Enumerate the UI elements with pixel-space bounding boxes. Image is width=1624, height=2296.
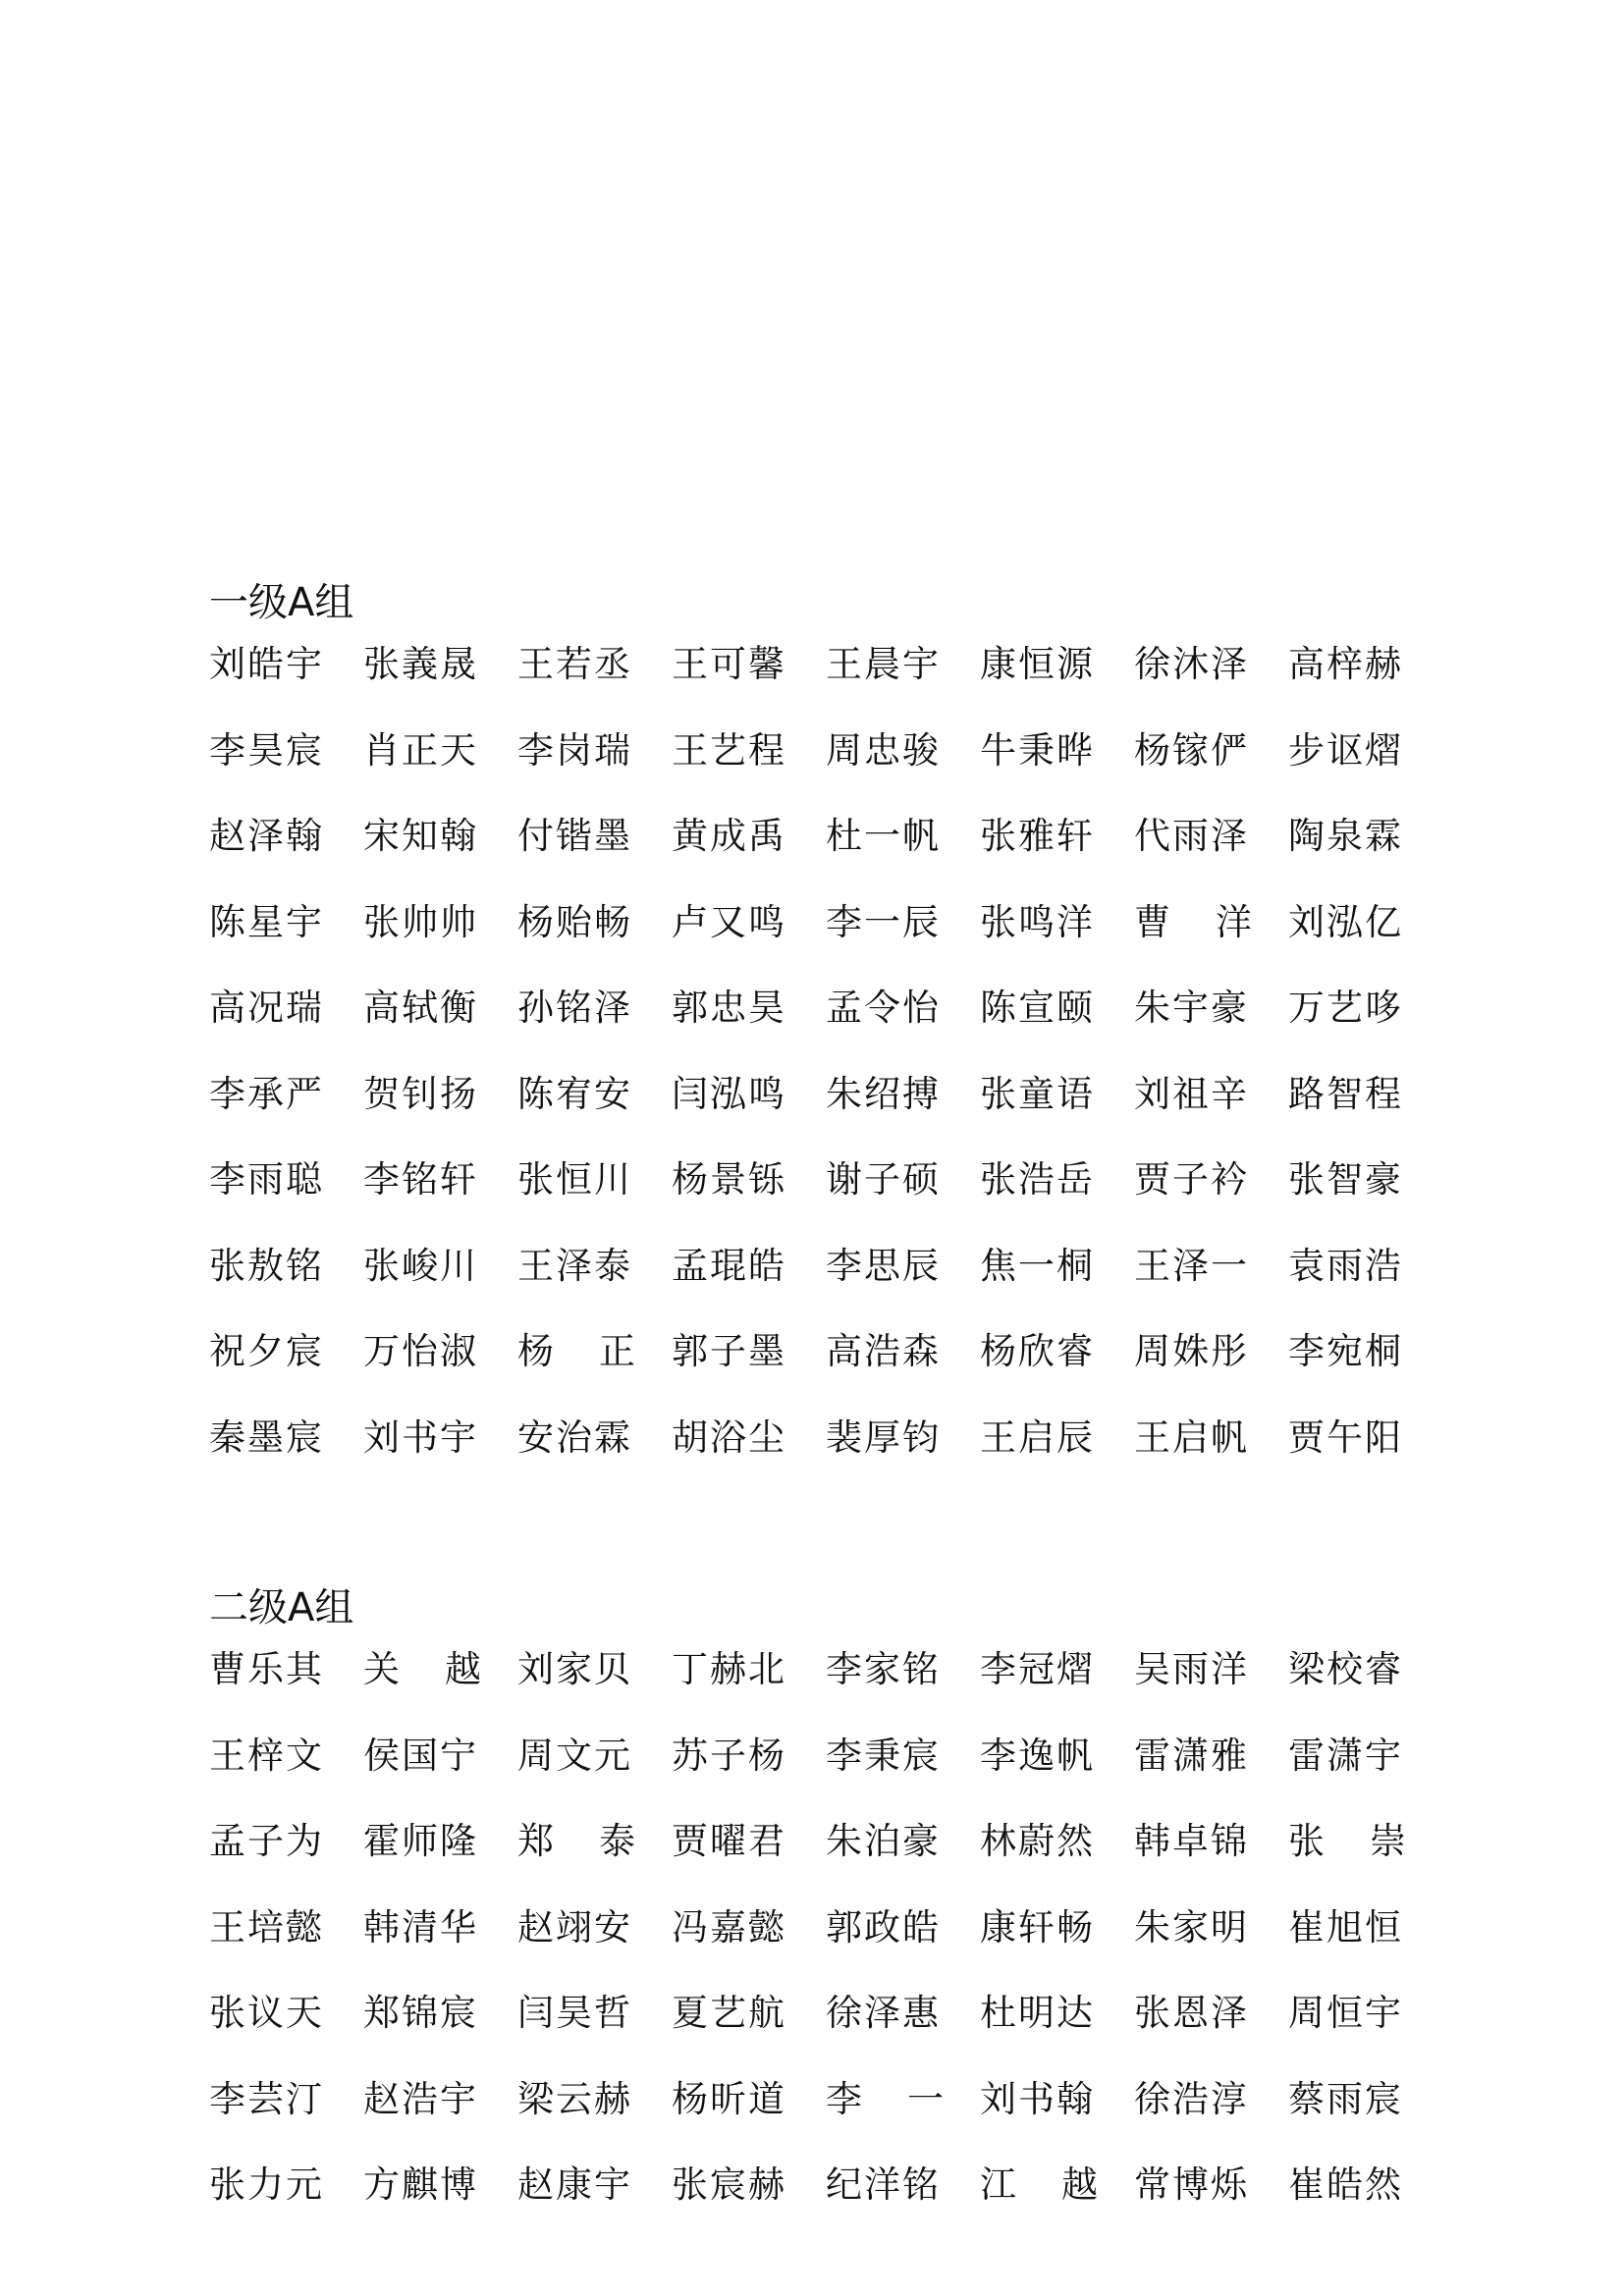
name-entry: 关 越 xyxy=(363,1648,481,1690)
name-entry: 梁云赫 xyxy=(517,2077,632,2120)
name-entry: 闫昊哲 xyxy=(517,1992,632,2034)
name-entry: 王艺程 xyxy=(672,728,786,772)
name-entry: 韩清华 xyxy=(363,1905,478,1949)
name-entry: 徐泽惠 xyxy=(826,1992,941,2034)
name-entry: 雷潇雅 xyxy=(1134,1734,1249,1777)
name-entry: 李一辰 xyxy=(826,900,941,943)
name-entry: 曹乐其 xyxy=(209,1648,324,1690)
name-entry: 王泽泰 xyxy=(517,1244,632,1287)
name-entry: 高轼衡 xyxy=(363,987,478,1029)
name-entry: 李逸帆 xyxy=(980,1734,1095,1777)
name-entry: 赵浩宇 xyxy=(363,2077,478,2120)
name-entry: 宋知翰 xyxy=(363,815,478,857)
group-section-1 xyxy=(209,577,1427,1499)
name-entry: 霍师隆 xyxy=(363,1820,478,1862)
name-entry: 江 越 xyxy=(980,2163,1098,2206)
name-entry: 侯国宁 xyxy=(363,1734,478,1777)
name-entry: 贾子衿 xyxy=(1134,1158,1249,1201)
name-entry: 李芸汀 xyxy=(209,2077,324,2120)
name-entry: 王培懿 xyxy=(209,1905,324,1949)
name-entry: 陈宥安 xyxy=(517,1072,632,1115)
name-entry: 卢又鸣 xyxy=(672,900,786,943)
name-entry: 张恒川 xyxy=(517,1158,632,1201)
name-entry: 代雨泽 xyxy=(1134,815,1249,857)
name-entry: 刘皓宇 xyxy=(209,643,324,685)
name-entry: 李昊宸 xyxy=(209,728,324,772)
name-entry: 夏艺航 xyxy=(672,1992,786,2034)
name-entry: 冯嘉懿 xyxy=(672,1905,786,1949)
name-entry: 李岗瑞 xyxy=(517,728,632,772)
name-entry: 王泽一 xyxy=(1134,1244,1249,1287)
name-entry: 康恒源 xyxy=(980,643,1095,685)
name-entry: 周姝彤 xyxy=(1134,1330,1249,1372)
name-entry: 陈星宇 xyxy=(209,900,324,943)
name-entry: 张峻川 xyxy=(363,1244,478,1287)
name-grid xyxy=(209,640,1427,1499)
name-entry: 陶泉霖 xyxy=(1288,815,1403,857)
name-entry: 徐沐泽 xyxy=(1134,643,1249,685)
name-entry: 李 一 xyxy=(826,2077,944,2120)
name-entry: 曹 洋 xyxy=(1134,900,1252,943)
name-entry: 闫泓鸣 xyxy=(672,1072,786,1115)
name-entry: 李宛桐 xyxy=(1288,1330,1403,1372)
name-entry: 袁雨浩 xyxy=(1288,1244,1403,1287)
name-entry: 郭政皓 xyxy=(826,1905,941,1949)
name-entry: 高浩森 xyxy=(826,1330,941,1372)
name-entry: 李承严 xyxy=(209,1072,324,1115)
name-entry: 贺钊扬 xyxy=(363,1072,478,1115)
name-entry: 王启帆 xyxy=(1134,1415,1249,1459)
name-entry: 周忠骏 xyxy=(826,728,941,772)
name-entry: 张浩岳 xyxy=(980,1158,1095,1201)
name-entry: 郭子墨 xyxy=(672,1330,786,1372)
name-entry: 孙铭泽 xyxy=(517,987,632,1029)
name-entry: 赵泽翰 xyxy=(209,815,324,857)
name-entry: 贾曜君 xyxy=(672,1820,786,1862)
name-entry: 杨昕道 xyxy=(672,2077,786,2120)
name-entry: 李冠熠 xyxy=(980,1648,1095,1690)
name-entry: 吴雨洋 xyxy=(1134,1648,1249,1690)
name-entry: 刘祖辛 xyxy=(1134,1072,1249,1115)
name-entry: 孟子为 xyxy=(209,1820,324,1862)
name-entry: 张雅轩 xyxy=(980,815,1095,857)
name-entry: 李铭轩 xyxy=(363,1158,478,1201)
name-entry: 朱家明 xyxy=(1134,1905,1249,1949)
name-entry: 万艺哆 xyxy=(1288,987,1403,1029)
name-entry: 安治霖 xyxy=(517,1415,632,1459)
name-entry: 朱泊豪 xyxy=(826,1820,941,1862)
name-entry: 杨欣睿 xyxy=(980,1330,1095,1372)
name-entry: 陈宣颐 xyxy=(980,987,1095,1029)
name-entry: 崔旭恒 xyxy=(1288,1905,1403,1949)
name-entry: 李家铭 xyxy=(826,1648,941,1690)
name-entry: 张宸赫 xyxy=(672,2163,786,2206)
name-entry: 王若丞 xyxy=(517,643,632,685)
name-entry: 徐浩淳 xyxy=(1134,2077,1249,2120)
name-entry: 王可馨 xyxy=(672,643,786,685)
name-entry: 张智豪 xyxy=(1288,1158,1403,1201)
name-entry: 万怡淑 xyxy=(363,1330,478,1372)
name-entry: 王启辰 xyxy=(980,1415,1095,1459)
name-entry: 杨镓俨 xyxy=(1134,728,1249,772)
group-title: 二级A组 xyxy=(209,1585,354,1630)
name-entry: 高梓赫 xyxy=(1288,643,1403,685)
name-entry: 杨贻畅 xyxy=(517,900,632,943)
name-entry: 黄成禹 xyxy=(672,815,786,857)
name-entry: 朱宇豪 xyxy=(1134,987,1249,1029)
name-entry: 张力元 xyxy=(209,2163,324,2206)
name-entry: 王晨宇 xyxy=(826,643,941,685)
name-entry: 李秉宸 xyxy=(826,1734,941,1777)
name-entry: 郑 泰 xyxy=(517,1820,635,1862)
name-entry: 蔡雨宸 xyxy=(1288,2077,1403,2120)
name-entry: 杨 正 xyxy=(517,1330,635,1372)
name-entry: 张義晟 xyxy=(363,643,478,685)
name-entry: 焦一桐 xyxy=(980,1244,1095,1287)
name-entry: 杜一帆 xyxy=(826,815,941,857)
name-entry: 孟令怡 xyxy=(826,987,941,1029)
name-entry: 张童语 xyxy=(980,1072,1095,1115)
name-entry: 朱绍搏 xyxy=(826,1072,941,1115)
name-entry: 张 崇 xyxy=(1288,1820,1406,1862)
name-entry: 周文元 xyxy=(517,1734,632,1777)
name-entry: 常博烁 xyxy=(1134,2163,1249,2206)
name-entry: 丁赫北 xyxy=(672,1648,786,1690)
group-title: 一级A组 xyxy=(209,580,354,625)
name-entry: 张议天 xyxy=(209,1992,324,2034)
name-entry: 林蔚然 xyxy=(980,1820,1095,1862)
name-entry: 方麒博 xyxy=(363,2163,478,2206)
name-entry: 孟琨皓 xyxy=(672,1244,786,1287)
name-entry: 雷潇宇 xyxy=(1288,1734,1403,1777)
name-entry: 刘家贝 xyxy=(517,1648,632,1690)
name-entry: 刘泓亿 xyxy=(1288,900,1403,943)
name-entry: 郑锦宸 xyxy=(363,1992,478,2034)
name-entry: 贾午阳 xyxy=(1288,1415,1403,1459)
name-entry: 纪洋铭 xyxy=(826,2163,941,2206)
name-entry: 刘书宇 xyxy=(363,1415,478,1459)
name-entry: 付锴墨 xyxy=(517,815,632,857)
name-entry: 张鸣洋 xyxy=(980,900,1095,943)
name-entry: 肖正天 xyxy=(363,728,478,772)
name-entry: 祝夕宸 xyxy=(209,1330,324,1372)
name-entry: 谢子硕 xyxy=(826,1158,941,1201)
name-entry: 刘书翰 xyxy=(980,2077,1095,2120)
name-entry: 步讴熠 xyxy=(1288,728,1403,772)
name-entry: 杨景铄 xyxy=(672,1158,786,1201)
name-entry: 张敖铭 xyxy=(209,1244,324,1287)
name-entry: 牛秉晔 xyxy=(980,728,1095,772)
name-entry: 王梓文 xyxy=(209,1734,324,1777)
name-entry: 李思辰 xyxy=(826,1244,941,1287)
name-entry: 张帅帅 xyxy=(363,900,478,943)
name-entry: 秦墨宸 xyxy=(209,1415,324,1459)
name-entry: 杜明达 xyxy=(980,1992,1095,2034)
name-entry: 裴厚钧 xyxy=(826,1415,941,1459)
name-entry: 郭忠昊 xyxy=(672,987,786,1029)
name-entry: 梁校睿 xyxy=(1288,1648,1403,1690)
name-grid xyxy=(209,1645,1427,2247)
name-entry: 张恩泽 xyxy=(1134,1992,1249,2034)
name-entry: 周恒宇 xyxy=(1288,1992,1403,2034)
name-entry: 赵康宇 xyxy=(517,2163,632,2206)
name-entry: 康轩畅 xyxy=(980,1905,1095,1949)
name-entry: 李雨聪 xyxy=(209,1158,324,1201)
group-section-2 xyxy=(209,1582,1427,2247)
name-entry: 高况瑞 xyxy=(209,987,324,1029)
name-entry: 赵翊安 xyxy=(517,1905,632,1949)
name-entry: 苏子杨 xyxy=(672,1734,786,1777)
name-entry: 胡浴尘 xyxy=(672,1415,786,1459)
name-entry: 路智程 xyxy=(1288,1072,1403,1115)
name-entry: 崔皓然 xyxy=(1288,2163,1403,2206)
name-entry: 韩卓锦 xyxy=(1134,1820,1249,1862)
